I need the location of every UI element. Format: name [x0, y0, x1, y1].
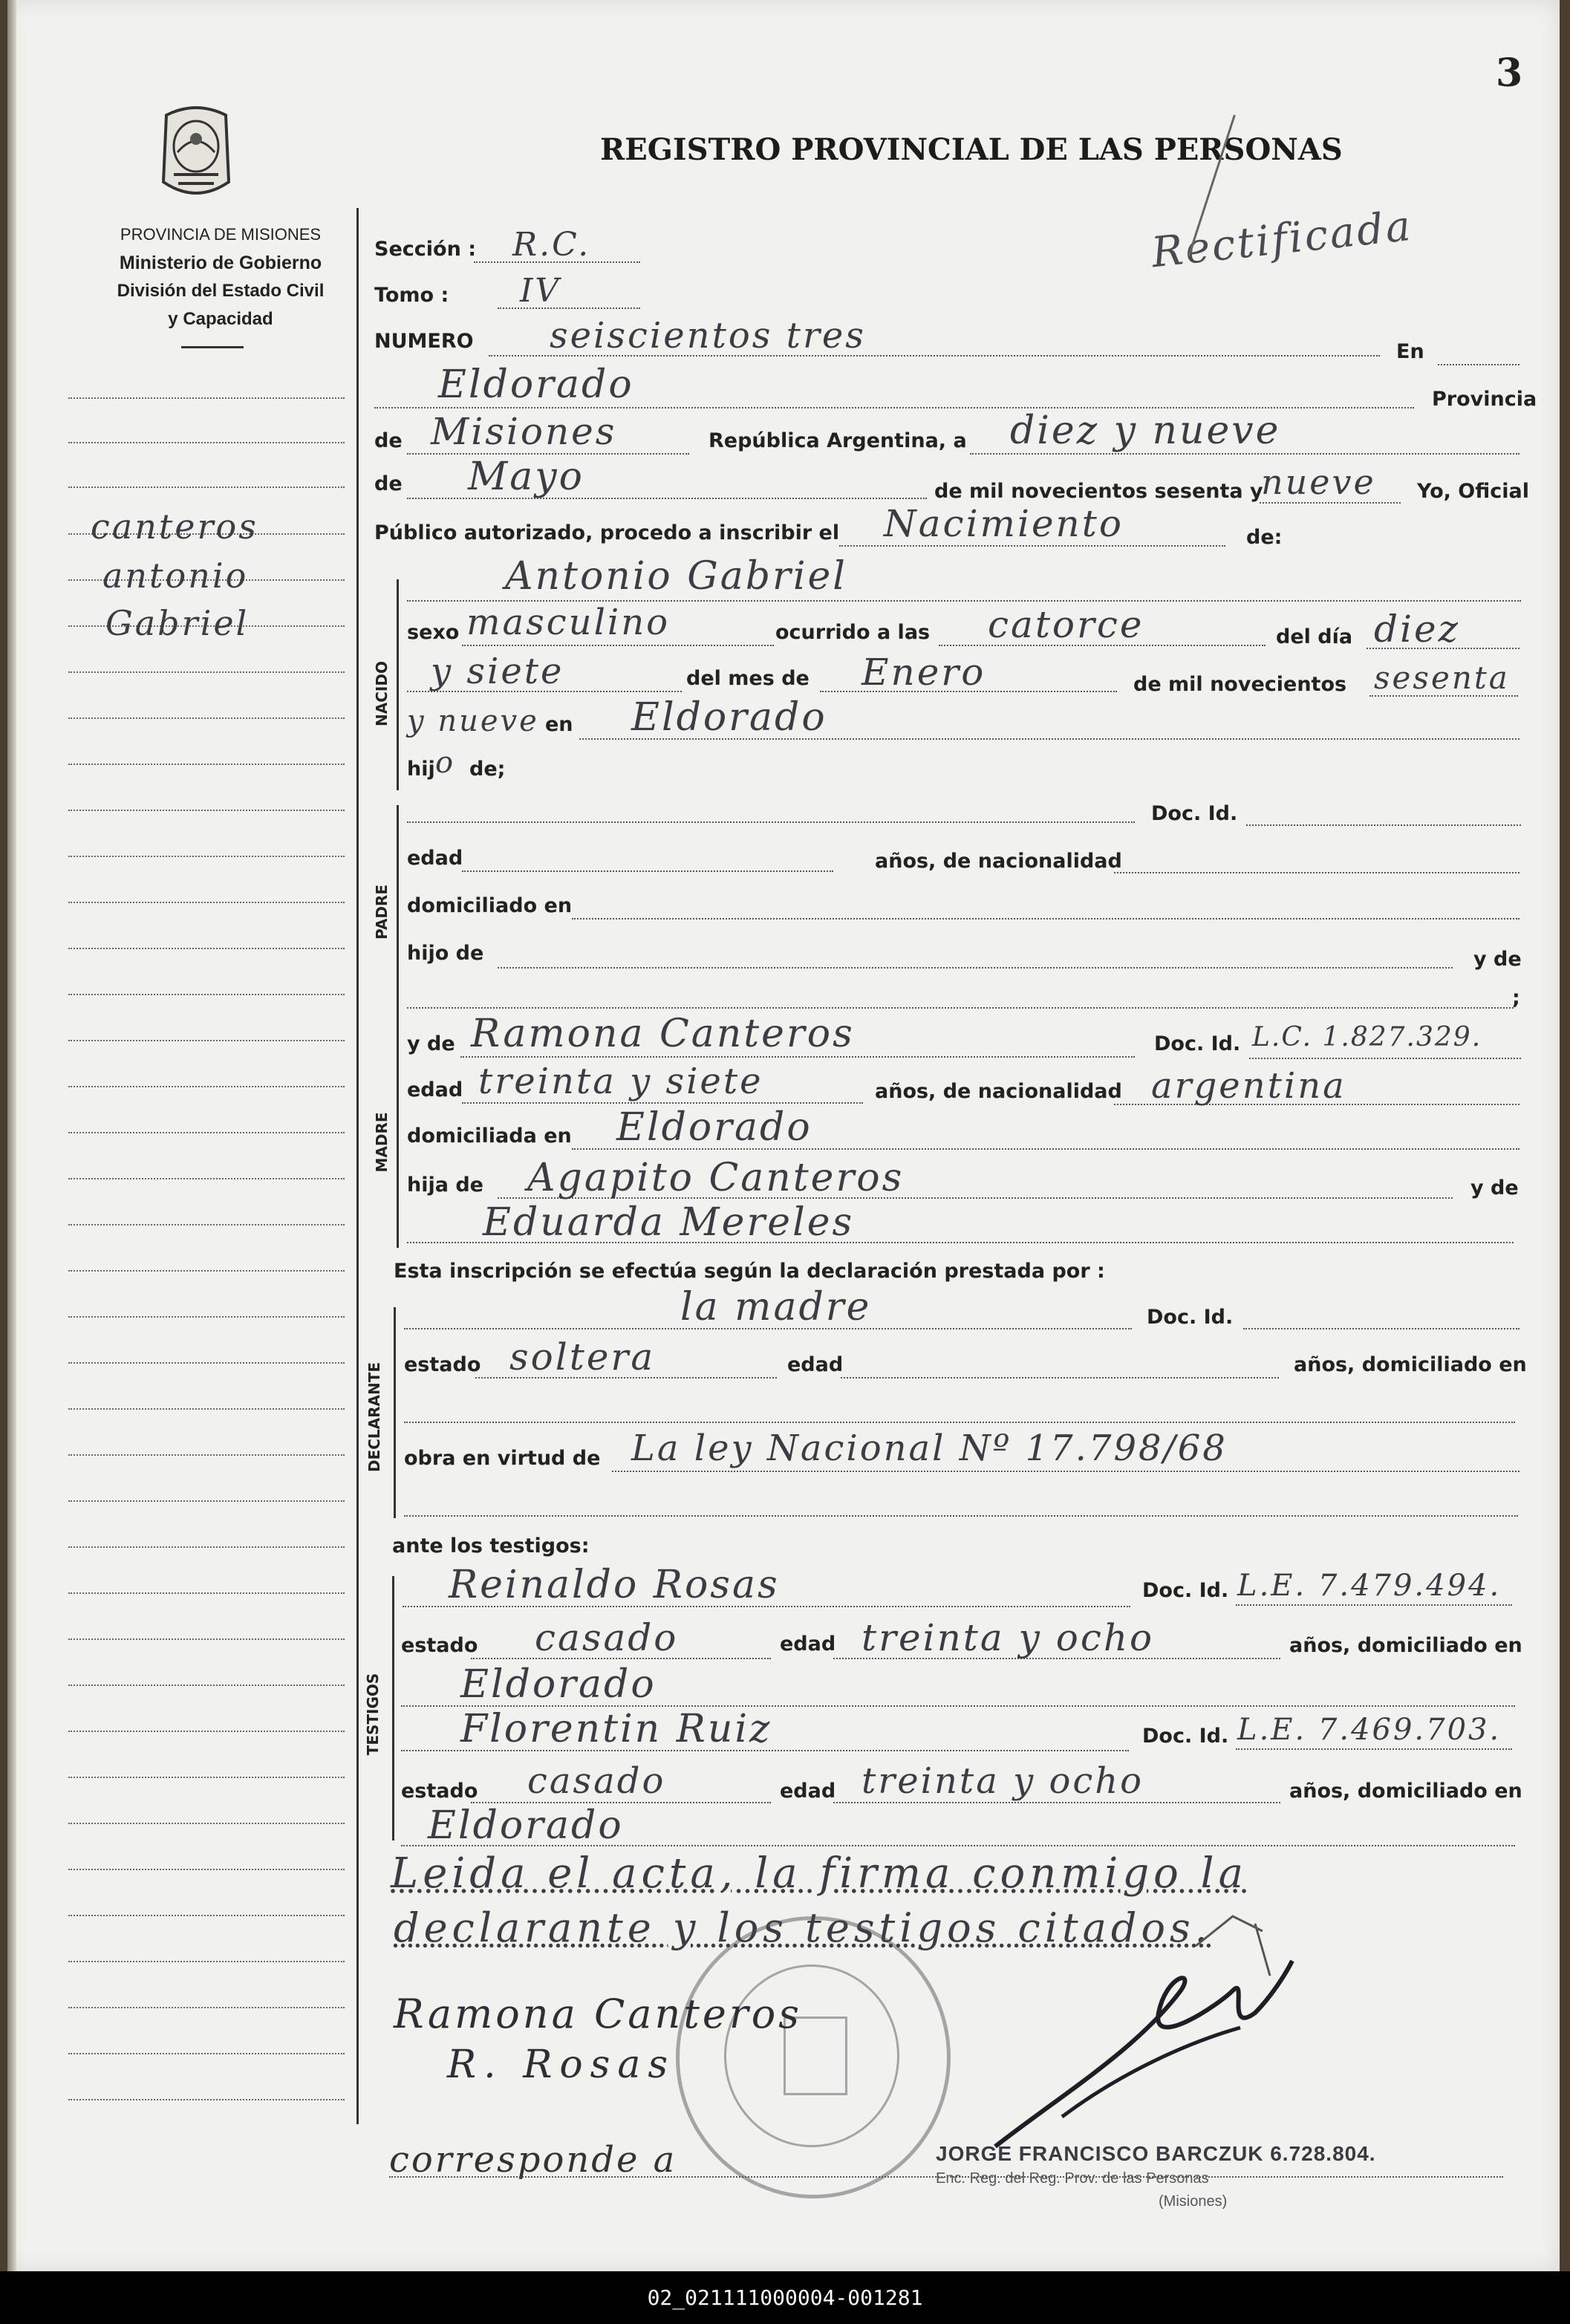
- dia-value: diez y nueve: [1010, 409, 1281, 453]
- madre-yde2-label: y de: [1470, 1176, 1519, 1200]
- madre-doc-label: Doc. Id.: [1154, 1032, 1241, 1055]
- t1-doc-label: Doc. Id.: [1142, 1579, 1229, 1602]
- dia-b-value: y siete: [431, 651, 564, 692]
- anio-value: nueve: [1261, 462, 1376, 502]
- sexo-label: sexo: [407, 621, 460, 644]
- madre-domicilio: Eldorado: [616, 1105, 812, 1150]
- t2-edad: treinta y ocho: [861, 1760, 1144, 1802]
- madre-nombre: Ramona Canteros: [471, 1012, 855, 1056]
- firma-declarante: Ramona Canteros: [394, 1991, 802, 2037]
- madre-doc: L.C. 1.827.329.: [1252, 1022, 1482, 1052]
- del-dia-label: del día: [1276, 625, 1353, 648]
- t2-doc: L.E. 7.469.703.: [1237, 1713, 1502, 1747]
- t1-doc: L.E. 7.479.494.: [1237, 1569, 1502, 1603]
- padre-doc-line: [1246, 824, 1521, 826]
- t1-domicilio: Eldorado: [460, 1662, 657, 1707]
- declarante-edad-line: [841, 1377, 1279, 1379]
- province-name: PROVINCIA DE MISIONES: [120, 225, 322, 244]
- anio-b-value: y nueve: [407, 704, 539, 738]
- t1-estado: casado: [535, 1616, 679, 1659]
- division-name-2: y Capacidad: [168, 309, 273, 329]
- firma-testigo: R. Rosas: [447, 2043, 676, 2087]
- madre-edad-label: edad: [407, 1078, 463, 1101]
- madre-nacionalidad-label: años, de nacionalidad: [875, 1080, 1122, 1103]
- official-seal-stamp: [676, 1916, 951, 2198]
- de-label: de: [374, 429, 403, 452]
- padre-nombre-line: [407, 821, 1135, 823]
- de2-label: de: [374, 472, 403, 495]
- acto-value: Nacimiento: [884, 502, 1124, 545]
- testigos-label: ante los testigos:: [392, 1534, 590, 1558]
- declarante-dom-line: [404, 1422, 1515, 1423]
- hora-value: catorce: [988, 603, 1144, 646]
- declarante-doc-line: [1243, 1328, 1519, 1329]
- hij-de-label: de;: [469, 758, 506, 781]
- madre-domicilio-label: domiciliada en: [407, 1124, 572, 1148]
- provincial-crest-icon: [152, 100, 241, 204]
- madre-nombre-line: [460, 1056, 1135, 1058]
- t1-edad-label: edad: [780, 1633, 836, 1656]
- mes-value: Mayo: [468, 455, 584, 499]
- declarante-estado: soltera: [509, 1335, 656, 1379]
- oficial-name: JORGE FRANCISCO BARCZUK 6.728.804.: [936, 2142, 1376, 2165]
- t2-doc-label: Doc. Id.: [1142, 1725, 1229, 1748]
- tomo-value: IV: [520, 272, 561, 310]
- declarante-estado-label: estado: [404, 1353, 481, 1376]
- mil-label: de mil novecientos sesenta y: [934, 480, 1263, 503]
- rectified-note: Rectificada: [1149, 201, 1416, 278]
- testigos-bracket: [392, 1576, 394, 1840]
- t2-edad-label: edad: [780, 1780, 836, 1803]
- yo-label: Yo, Oficial: [1417, 480, 1529, 503]
- ministry-name: Ministerio de Gobierno: [119, 253, 322, 273]
- en-nac-label: en: [545, 713, 573, 736]
- hij-label: hij: [407, 758, 435, 781]
- corresponde-text: corresponde a: [389, 2139, 677, 2181]
- declarante-doc-label: Doc. Id.: [1147, 1306, 1234, 1329]
- padre-hijo-line: [498, 967, 1453, 969]
- seccion-label: Sección :: [374, 238, 476, 261]
- header-divider: [181, 346, 244, 348]
- declarante-section-label: DECLARANTE: [365, 1361, 383, 1473]
- cierre-line1: Leida el acta, la firma conmigo la: [391, 1849, 1248, 1898]
- padre-nac-line: [1114, 872, 1519, 873]
- margin-note-line3: Gabriel: [105, 603, 250, 643]
- cierre-line2: declarante y los testigos citados.: [394, 1904, 1212, 1951]
- padre-yde-line: [407, 1007, 1514, 1009]
- de-mil-label: de mil novecientos: [1133, 673, 1347, 696]
- header-left: [76, 221, 365, 333]
- division-name: División del Estado Civil: [117, 281, 325, 301]
- page-title: REGISTRO PROVINCIAL DE LAS PERSONAS: [600, 132, 1343, 167]
- madre-bracket: [397, 1028, 399, 1248]
- declaracion-label: Esta inscripción se efectúa según la declaración prestada por :: [394, 1260, 1105, 1283]
- nac-lugar-value: Eldorado: [631, 695, 827, 740]
- anio-line: [1260, 502, 1401, 504]
- padre-hijo-label: hijo de: [407, 942, 484, 965]
- lugar-value: Eldorado: [438, 362, 634, 407]
- de3-label: de:: [1246, 526, 1283, 549]
- madre-section-label: MADRE: [373, 1112, 391, 1173]
- obra-line-2: [404, 1515, 1518, 1517]
- tomo-label: Tomo :: [374, 284, 449, 307]
- t1-nombre: Reinaldo Rosas: [449, 1563, 780, 1607]
- dia-line: [970, 453, 1519, 455]
- sexo-line: [462, 645, 774, 646]
- obra-line: [612, 1471, 1519, 1472]
- madre-hija-label: hija de: [407, 1174, 483, 1197]
- nacido-bracket: [397, 579, 399, 790]
- sexo-value: masculino: [466, 602, 671, 643]
- nacido-section-label: NACIDO: [373, 661, 391, 726]
- oficial-province: (Misiones): [1159, 2193, 1228, 2210]
- padre-section-label: PADRE: [373, 885, 391, 940]
- t2-doc-line: [1236, 1748, 1512, 1750]
- publico-label: Público autorizado, procedo a inscribir el: [374, 521, 840, 544]
- t2-nombre: Florentin Ruiz: [460, 1707, 772, 1751]
- margin-note-line1: canteros: [91, 507, 258, 547]
- obra-label: obra en virtud de: [404, 1447, 601, 1470]
- numero-value: seiscientos tres: [550, 315, 866, 357]
- obra-value: La ley Nacional Nº 17.798/68: [631, 1428, 1228, 1469]
- madre-yde-label: y de: [407, 1032, 455, 1055]
- acto-line: [839, 545, 1225, 547]
- t1-edad: treinta y ocho: [861, 1616, 1155, 1659]
- image-id-footer: 02_021111000004-001281: [0, 2271, 1570, 2324]
- page-number: 3: [1496, 51, 1523, 96]
- testigos-section-label: TESTIGOS: [364, 1673, 382, 1756]
- madre-doc-line: [1249, 1058, 1521, 1059]
- anio-a-value: sesenta: [1374, 660, 1510, 696]
- padre-semicolon: ;: [1512, 986, 1520, 1009]
- padre-doc-label: Doc. Id.: [1151, 802, 1238, 825]
- main-column-divider: [356, 208, 359, 2124]
- seccion-value: R.C.: [512, 226, 591, 264]
- declarante-domicilio-label: años, domiciliado en: [1294, 1353, 1527, 1376]
- declarante-edad-label: edad: [787, 1353, 844, 1376]
- padre-yde-label: y de: [1473, 948, 1522, 971]
- t2-estado: casado: [527, 1760, 666, 1802]
- padre-edad-label: edad: [407, 847, 463, 870]
- dia-a-value: diez: [1374, 608, 1460, 651]
- padre-edad-line: [462, 870, 833, 872]
- en-label: En: [1396, 340, 1424, 363]
- t2-edad-line: [833, 1802, 1280, 1803]
- numero-label: NUMERO: [374, 330, 474, 353]
- madre-edad: treinta y siete: [478, 1061, 763, 1102]
- padre-nacionalidad-label: años, de nacionalidad: [875, 850, 1122, 873]
- nac-mes-value: Enero: [861, 651, 986, 694]
- madre-nacionalidad: argentina: [1151, 1065, 1346, 1107]
- declarante-bracket: [394, 1307, 396, 1518]
- padre-dom-line: [572, 918, 1519, 919]
- provincia-label: Provincia: [1432, 388, 1537, 411]
- oficial-title: Enc. Reg. del Reg. Prov. de las Personas: [936, 2170, 1209, 2187]
- t1-domicilio-label: años, domiciliado en: [1289, 1634, 1522, 1657]
- t2-domicilio: Eldorado: [428, 1803, 624, 1848]
- tomo-line: [498, 307, 640, 309]
- del-mes-label: del mes de: [686, 667, 810, 690]
- republica-label: República Argentina, a: [709, 429, 967, 452]
- padre-domicilio-label: domiciliado en: [407, 894, 573, 917]
- provincia-value: Misiones: [431, 410, 617, 453]
- hij-suffix: o: [435, 746, 456, 780]
- madre-abuelo: Agapito Canteros: [527, 1156, 905, 1200]
- margin-note-line2: antonio: [102, 556, 249, 596]
- t1-doc-line: [1236, 1604, 1512, 1606]
- t2-domicilio-label: años, domiciliado en: [1289, 1780, 1522, 1803]
- oficial-signature: [973, 1901, 1315, 2169]
- oficial-name-stamp: [936, 2142, 1530, 2210]
- nacido-nombre: Antonio Gabriel: [505, 554, 847, 599]
- ocurrido-label: ocurrido a las: [775, 621, 931, 644]
- declarante-nombre: la madre: [680, 1285, 872, 1329]
- padre-bracket: [397, 805, 399, 1028]
- t2-estado-label: estado: [401, 1780, 478, 1803]
- t1-estado-label: estado: [401, 1634, 478, 1657]
- en-line: [1438, 364, 1519, 365]
- madre-edad-line: [462, 1102, 863, 1104]
- madre-abuela: Eduarda Mereles: [483, 1200, 855, 1245]
- document-page: [7, 0, 1560, 2271]
